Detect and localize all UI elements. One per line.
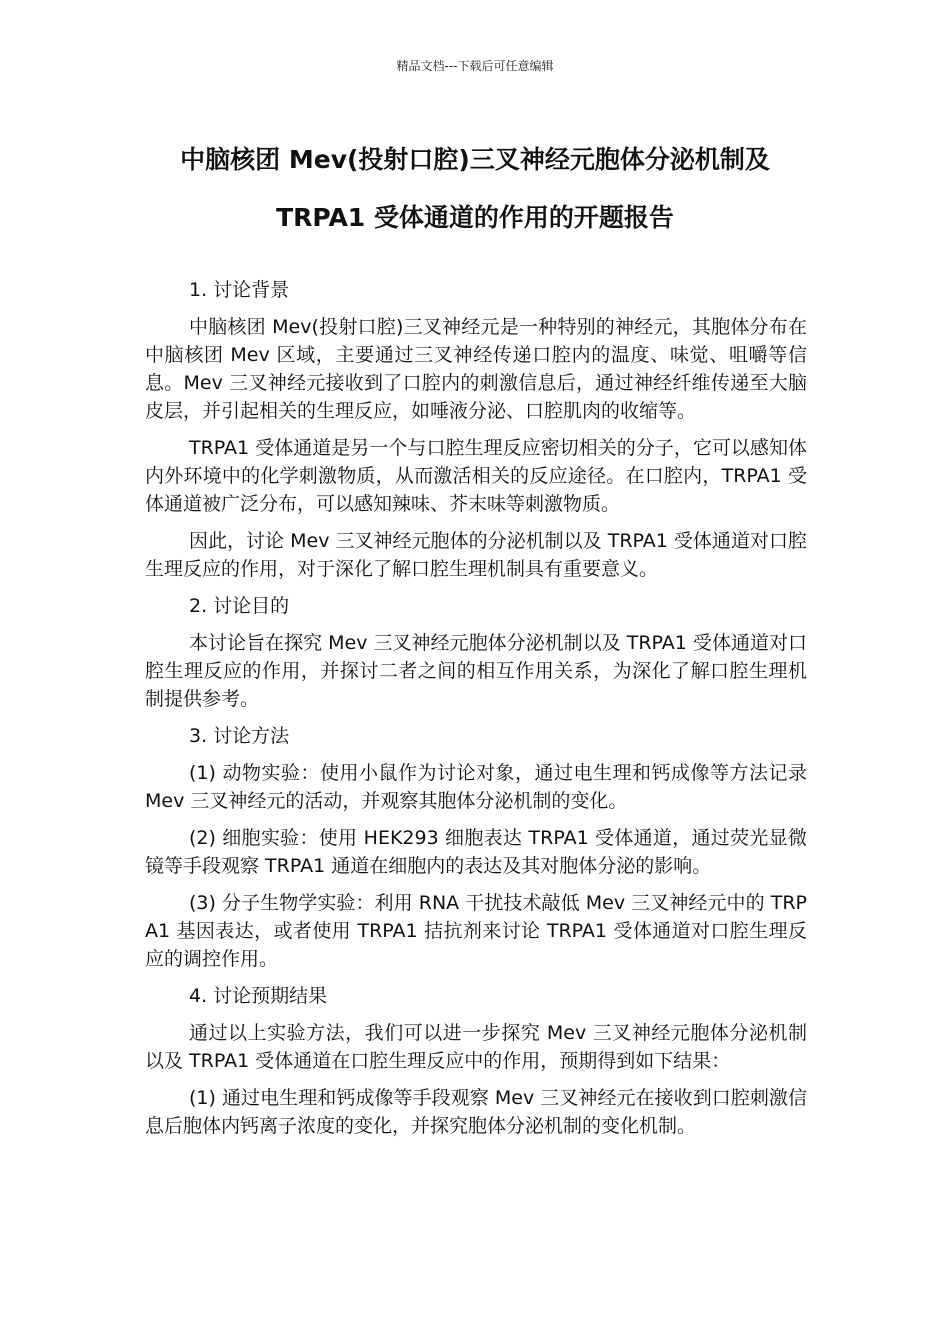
section-heading-background: 1. 讨论背景 [189,279,290,301]
paragraph: (1) 动物实验：使用小鼠作为讨论对象，通过电生理和钙成像等方法记录 Mev 三叉神经元的活动，并观察其胞体分泌机制的变化。 [145,762,807,812]
document-body [145,276,807,1149]
title-line-2: TRPA1 受体通道的作用的开题报告 [276,203,674,232]
paragraph: (3) 分子生物学实验：利用 RNA 干扰技术敲低 Mev 三叉神经元中的 TRPA1 基因表达，或者使用 TRPA1 拮抗剂来讨论 TRPA1 受体通道对口腔生理反应的调控作用。 [145,892,807,970]
paragraph: (2) 细胞实验：使用 HEK293 细胞表达 TRPA1 受体通道，通过荧光显微镜等手段观察 TRPA1 通道在细胞内的表达及其对胞体分泌的影响。 [145,827,807,877]
header-note: 精品文档---下载后可任意编辑 [396,59,554,73]
paragraph: 通过以上实验方法，我们可以进一步探究 Mev 三叉神经元胞体分泌机制以及 TRPA1 受体通道在口腔生理反应中的作用，预期得到如下结果： [145,1022,807,1072]
section-heading-purpose: 2. 讨论目的 [189,595,290,617]
paragraph: 因此，讨论 Mev 三叉神经元胞体的分泌机制以及 TRPA1 受体通道对口腔生理反应的作用，对于深化了解口腔生理机制具有重要意义。 [145,530,807,580]
paragraph: 本讨论旨在探究 Mev 三叉神经元胞体分泌机制以及 TRPA1 受体通道对口腔生理反应的作用，并探讨二者之间的相互作用关系，为深化了解口腔生理机制提供参考。 [145,632,807,710]
section-heading-methods: 3. 讨论方法 [189,725,290,747]
paragraph: (1) 通过电生理和钙成像等手段观察 Mev 三叉神经元在接收到口腔刺激信息后胞体内钙离子浓度的变化，并探究胞体分泌机制的变化机制。 [145,1087,807,1137]
section-heading-expected-results: 4. 讨论预期结果 [189,985,328,1007]
title-line-1: 中脑核团 Mev(投射口腔)三叉神经元胞体分泌机制及 [180,145,770,174]
paragraph: 中脑核团 Mev(投射口腔)三叉神经元是一种特别的神经元，其胞体分布在中脑核团 Mev 区域，主要通过三叉神经传递口腔内的温度、味觉、咀嚼等信息。Mev 三叉神经元接收到了口腔内的刺激信息后，通过神经纤维传递至大脑皮层，并引起相关的生理反应，如唾液分泌、口腔肌肉的收缩等。 [145,316,807,422]
paragraph: TRPA1 受体通道是另一个与口腔生理反应密切相关的分子，它可以感知体内外环境中的化学刺激物质，从而激活相关的反应途径。在口腔内，TRPA1 受体通道被广泛分布，可以感知辣味、芥末味等刺激物质。 [145,437,807,515]
